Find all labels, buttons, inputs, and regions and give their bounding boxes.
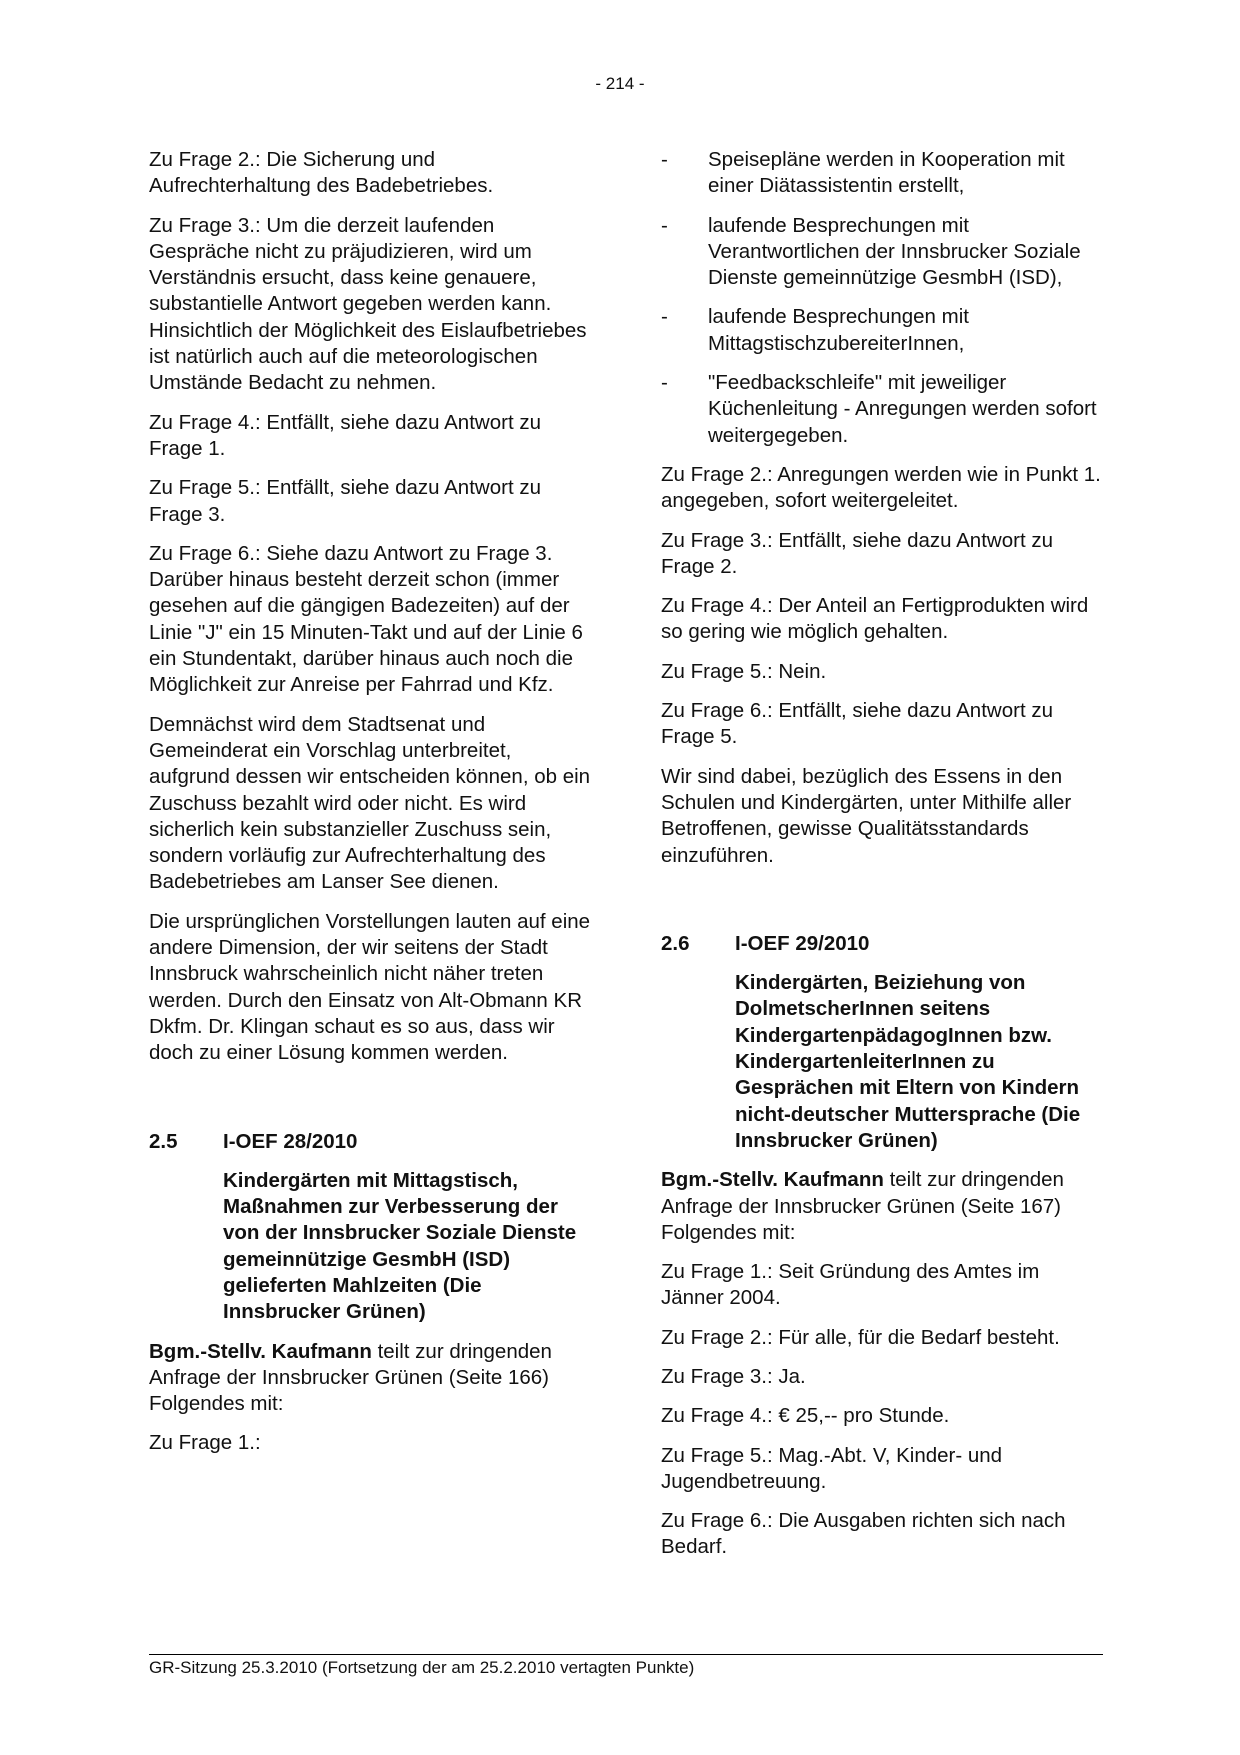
speaker-text: teilt zur dringenden Anfrage der Innsbrucker Grünen (Seite 167) Folgendes mit: — [661, 1168, 1064, 1244]
paragraph: Zu Frage 2.: Die Sicherung und Aufrechterhaltung des Badebetriebes. — [149, 148, 494, 198]
bullet-dash: - — [661, 213, 668, 237]
speaker-paragraph — [149, 1339, 591, 1418]
section-number: 2.5 — [149, 1129, 178, 1153]
section-title: Kindergärten, Beiziehung von DolmetscherInnen seitens KindergartenpädagogInnen bzw. KindergartenleiterInnen zu Gesprächen mit Eltern von Kindern nicht-deutscher Muttersprache (Die Innsbrucker Grünen) — [735, 971, 1081, 1152]
section-code: I-OEF 29/2010 — [735, 931, 870, 955]
answer-paragraph: Zu Frage 3.: Ja. — [661, 1364, 806, 1388]
list-item — [661, 213, 1103, 292]
paragraph: Zu Frage 2.: Anregungen werden wie in Punkt 1. angegeben, sofort weitergeleitet. — [661, 462, 1101, 513]
section-heading — [149, 1129, 591, 1155]
list-item — [661, 370, 1103, 449]
list-item-text: Speisepläne werden in Kooperation mit einer Diätassistentin erstellt, — [708, 148, 1065, 198]
answer-paragraph: Zu Frage 5.: Mag.-Abt. V, Kinder- und Jugendbetreuung. — [661, 1443, 1003, 1493]
speaker-name: Bgm.-Stellv. Kaufmann — [661, 1168, 884, 1192]
section-title: Kindergärten mit Mittagstisch, Maßnahmen zur Verbesserung der von der Innsbrucker Soziale Dienste gemeinnützige GesmbH (ISD) gelieferten Mahlzeiten (Die Innsbrucker Grünen) — [223, 1168, 577, 1324]
bullet-dash: - — [661, 305, 668, 329]
section-code: I-OEF 28/2010 — [223, 1129, 358, 1153]
paragraph: Zu Frage 5.: Nein. — [661, 659, 827, 683]
left-column — [149, 147, 591, 1470]
answer-paragraph: Zu Frage 2.: Für alle, für die Bedarf besteht. — [661, 1325, 1060, 1349]
paragraph: Zu Frage 4.: Entfällt, siehe dazu Antwort zu Frage 1. — [149, 410, 541, 460]
list-item-text: laufende Besprechungen mit MittagstischzubereiterInnen, — [708, 305, 969, 355]
section-number: 2.6 — [661, 931, 690, 955]
speaker-text: teilt zur dringenden Anfrage der Innsbrucker Grünen (Seite 166) Folgendes mit: — [149, 1339, 552, 1416]
paragraph: Zu Frage 3.: Um die derzeit laufenden Gespräche nicht zu präjudizieren, wird um Verständnis ersucht, dass keine genauere, substantielle Antwort gegeben werden kann. Hinsichtlich der Möglichkeit des Eislaufbetriebes ist natürlich auch auf die meteorologischen Umstände Bedacht zu nehmen. — [149, 213, 587, 395]
right-column — [661, 147, 1103, 1574]
speaker-paragraph — [661, 1167, 1103, 1246]
paragraph: Zu Frage 5.: Entfällt, siehe dazu Antwort zu Frage 3. — [149, 476, 541, 526]
section-heading — [661, 931, 1103, 957]
footer-divider — [149, 1654, 1103, 1655]
answer-paragraph: Zu Frage 1.: — [149, 1431, 261, 1455]
speaker-name: Bgm.-Stellv. Kaufmann — [149, 1339, 372, 1363]
bullet-dash: - — [661, 148, 668, 171]
page-number: - 214 - — [595, 74, 645, 93]
bullet-dash: - — [661, 371, 668, 395]
answer-paragraph: Zu Frage 4.: € 25,-- pro Stunde. — [661, 1404, 950, 1428]
list-item — [661, 304, 1103, 357]
answer-paragraph: Zu Frage 1.: Seit Gründung des Amtes im Jänner 2004. — [661, 1260, 1040, 1310]
answer-paragraph: Zu Frage 6.: Die Ausgaben richten sich nach Bedarf. — [661, 1509, 1066, 1559]
bullet-list — [661, 147, 1103, 449]
list-item — [661, 147, 1103, 200]
list-item-text: laufende Besprechungen mit Verantwortlichen der Innsbrucker Soziale Dienste gemeinnützige GesmbH (ISD), — [708, 213, 1081, 290]
paragraph: Wir sind dabei, bezüglich des Essens in den Schulen und Kindergärten, unter Mithilfe aller Betroffenen, gewisse Qualitätsstandards einzuführen. — [661, 764, 1072, 867]
paragraph: Zu Frage 6.: Entfällt, siehe dazu Antwort zu Frage 5. — [661, 699, 1053, 749]
paragraph: Zu Frage 3.: Entfällt, siehe dazu Antwort zu Frage 2. — [661, 528, 1053, 578]
paragraph: Zu Frage 4.: Der Anteil an Fertigprodukten wird so gering wie möglich gehalten. — [661, 594, 1089, 644]
paragraph: Zu Frage 6.: Siehe dazu Antwort zu Frage 3. Darüber hinaus besteht derzeit schon (immer gesehen auf die gängigen Badezeiten) auf der Linie "J" ein 15 Minuten-Takt und auf der Linie 6 ein Stundentakt, darüber hinaus auch noch die Möglichkeit zur Anreise per Fahrrad und Kfz. — [149, 541, 583, 697]
paragraph: Die ursprünglichen Vorstellungen lauten auf eine andere Dimension, der wir seitens der Stadt Innsbruck wahrscheinlich nicht näher treten werden. Durch den Einsatz von Alt-Obmann KR Dkfm. Dr. Klingan schaut es so aus, dass wir doch zu einer Lösung kommen werden. — [149, 909, 591, 1065]
list-item-text: "Feedbackschleife" mit jeweiliger Küchenleitung - Anregungen werden sofort weitergegeben. — [708, 371, 1097, 447]
footer-text: GR-Sitzung 25.3.2010 (Fortsetzung der am 25.2.2010 vertagten Punkte) — [149, 1658, 695, 1677]
paragraph: Demnächst wird dem Stadtsenat und Gemeinderat ein Vorschlag unterbreitet, aufgrund dessen wir entscheiden können, ob ein Zuschuss bezahlt wird oder nicht. Es wird sicherlich kein substanzieller Zuschuss sein, sondern vorläufig zur Aufrechterhaltung des Badebetriebes am Lanser See dienen. — [149, 712, 591, 894]
